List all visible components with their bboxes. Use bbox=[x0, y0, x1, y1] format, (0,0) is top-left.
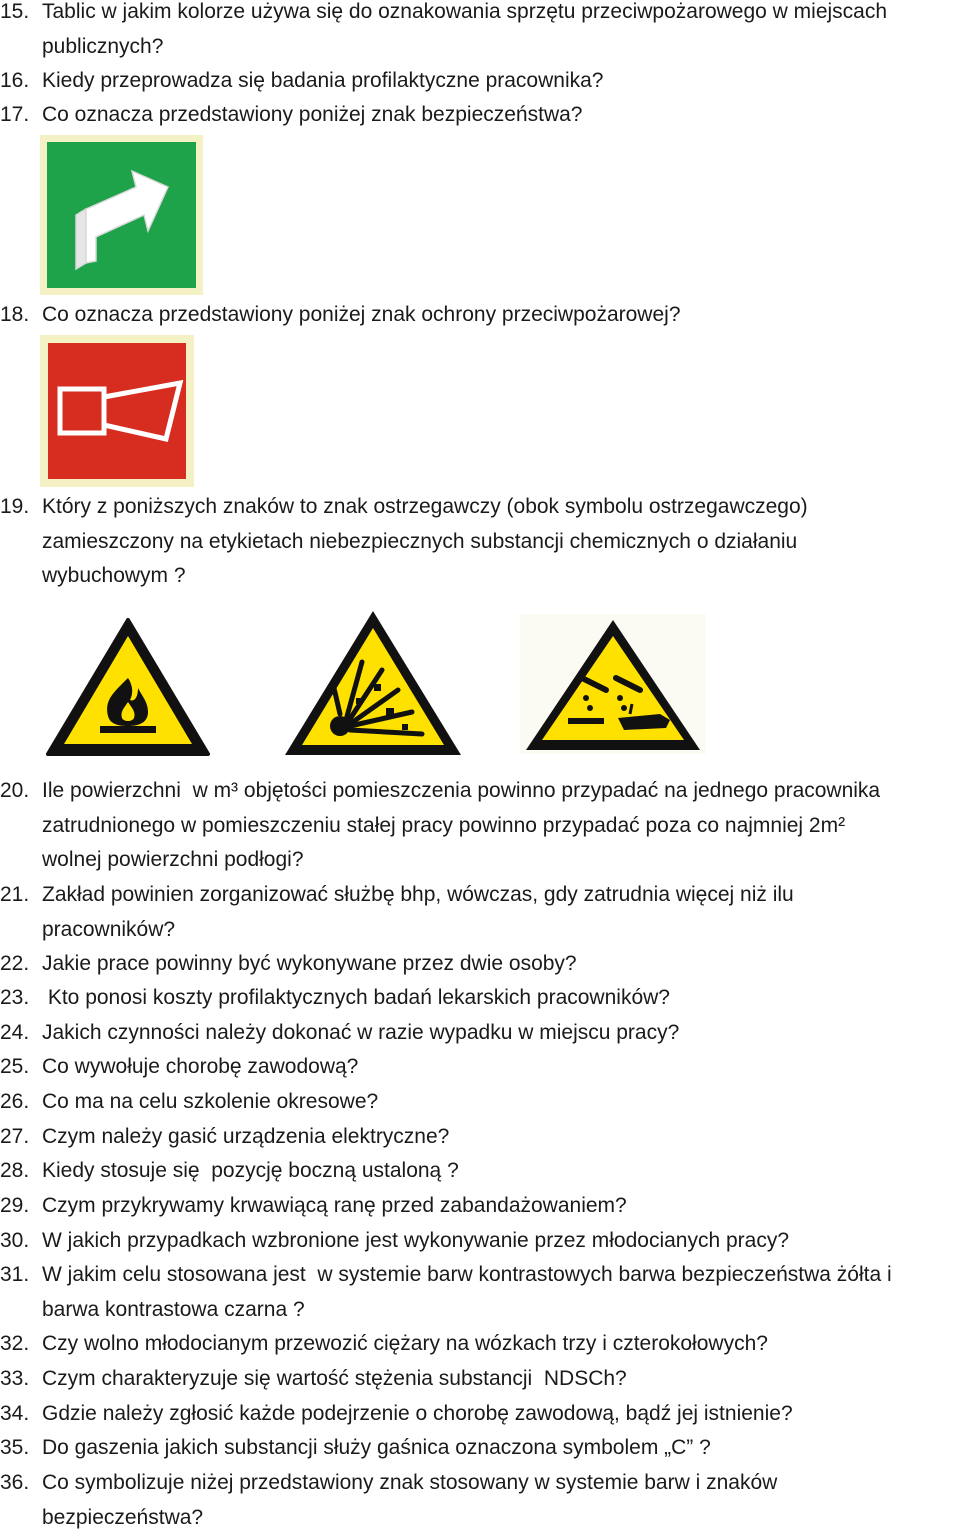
fire-alarm-sign bbox=[40, 335, 194, 487]
question-text-line-1: W jakim celu stosowana jest w systemie barw kontrastowych barwa bezpieczeństwa żółta i bbox=[42, 1263, 892, 1286]
question-number: 17. bbox=[0, 103, 30, 126]
question-text-line-2: zamieszczony na etykietach niebezpiecznych substancji chemicznych o działaniu bbox=[42, 529, 798, 553]
question-text-line-1: Ile powierzchni w m³ objętości pomieszczenia powinno przypadać na jednego pracownika bbox=[42, 779, 881, 802]
question-text-line-1: Zakład powinien zorganizować służbę bhp, wówczas, gdy zatrudnia więcej niż ilu bbox=[42, 883, 794, 906]
question-number: 19. bbox=[0, 495, 30, 518]
question-text-line-1: Kto ponosi koszty profilaktycznych badań lekarskich pracowników? bbox=[42, 986, 670, 1009]
question-text-line-1: Co oznacza przedstawiony poniżej znak ochrony przeciwpożarowej? bbox=[42, 303, 681, 326]
question-number: 28. bbox=[0, 1159, 30, 1182]
question-text-line-1: Czy wolno młodocianym przewozić ciężary na wózkach trzy i czterokołowych? bbox=[42, 1332, 768, 1355]
question-number: 27. bbox=[0, 1125, 30, 1148]
question-text-line-1: Co wywołuje chorobę zawodową? bbox=[42, 1055, 359, 1078]
question-text-line-1: Co oznacza przedstawiony poniżej znak bezpieczeństwa? bbox=[42, 103, 583, 126]
question-number: 22. bbox=[0, 952, 30, 975]
question-text-line-1: Jakie prace powinny być wykonywane przez dwie osoby? bbox=[42, 952, 577, 975]
question-number: 16. bbox=[0, 69, 30, 92]
corrosive-warning-sign bbox=[520, 614, 706, 754]
question-number: 32. bbox=[0, 1332, 30, 1355]
question-number: 34. bbox=[0, 1402, 30, 1425]
question-number: 29. bbox=[0, 1194, 30, 1217]
question-number: 36. bbox=[0, 1471, 30, 1494]
question-text-line-1: W jakich przypadkach wzbronione jest wykonywanie przez młodocianych pracy? bbox=[42, 1229, 790, 1252]
question-text-line-3: wybuchowym ? bbox=[42, 564, 186, 588]
question-number: 23. bbox=[0, 986, 30, 1009]
question-text-line-2: barwa kontrastowa czarna ? bbox=[42, 1297, 305, 1321]
question-number: 21. bbox=[0, 883, 30, 906]
question-text-line-1: Jakich czynności należy dokonać w razie wypadku w miejscu pracy? bbox=[42, 1021, 680, 1044]
question-text-line-1: Gdzie należy zgłosić każde podejrzenie o chorobę zawodową, bądź jej istnienie? bbox=[42, 1402, 793, 1425]
question-text-line-1: Co ma na celu szkolenie okresowe? bbox=[42, 1090, 379, 1113]
question-text-line-1: Który z poniższych znaków to znak ostrzegawczy (obok symbolu ostrzegawczego) bbox=[42, 495, 808, 518]
question-text-line-1: Do gaszenia jakich substancji służy gaśnica oznaczona symbolem „C” ? bbox=[42, 1436, 711, 1459]
question-number: 30. bbox=[0, 1229, 30, 1252]
question-text-line-2: bezpieczeństwa? bbox=[42, 1505, 204, 1529]
question-number: 24. bbox=[0, 1021, 30, 1044]
flammable-warning-sign bbox=[44, 616, 212, 758]
question-number: 33. bbox=[0, 1367, 30, 1390]
question-text-line-1: Czym należy gasić urządzenia elektryczne? bbox=[42, 1125, 450, 1148]
question-text-line-1: Czym charakteryzuje się wartość stężenia substancji NDSCh? bbox=[42, 1367, 627, 1390]
explosive-warning-sign bbox=[282, 608, 464, 758]
question-text-line-2: zatrudnionego w pomieszczeniu stałej pracy powinno przypadać poza co najmniej 2m² bbox=[42, 813, 846, 837]
question-text-line-1: Tablic w jakim kolorze używa się do oznakowania sprzętu przeciwpożarowego w miejscach bbox=[42, 0, 888, 23]
question-number: 31. bbox=[0, 1263, 30, 1286]
question-text-line-1: Czym przykrywamy krwawiącą ranę przed zabandażowaniem? bbox=[42, 1194, 627, 1217]
question-text-line-1: Co symbolizuje niżej przedstawiony znak stosowany w systemie barw i znaków bbox=[42, 1471, 778, 1494]
question-text-line-2: publicznych? bbox=[42, 34, 164, 58]
question-number: 20. bbox=[0, 779, 30, 802]
question-text-line-2: pracowników? bbox=[42, 917, 176, 941]
question-text-line-1: Kiedy stosuje się pozycję boczną ustaloną ? bbox=[42, 1159, 459, 1182]
question-number: 18. bbox=[0, 303, 30, 326]
question-text-line-1: Kiedy przeprowadza się badania profilaktyczne pracownika? bbox=[42, 69, 604, 92]
question-text-line-3: wolnej powierzchni podłogi? bbox=[42, 848, 304, 872]
question-number: 15. bbox=[0, 0, 30, 23]
exit-direction-sign bbox=[40, 135, 203, 295]
question-number: 25. bbox=[0, 1055, 30, 1078]
question-number: 26. bbox=[0, 1090, 30, 1113]
question-number: 35. bbox=[0, 1436, 30, 1459]
